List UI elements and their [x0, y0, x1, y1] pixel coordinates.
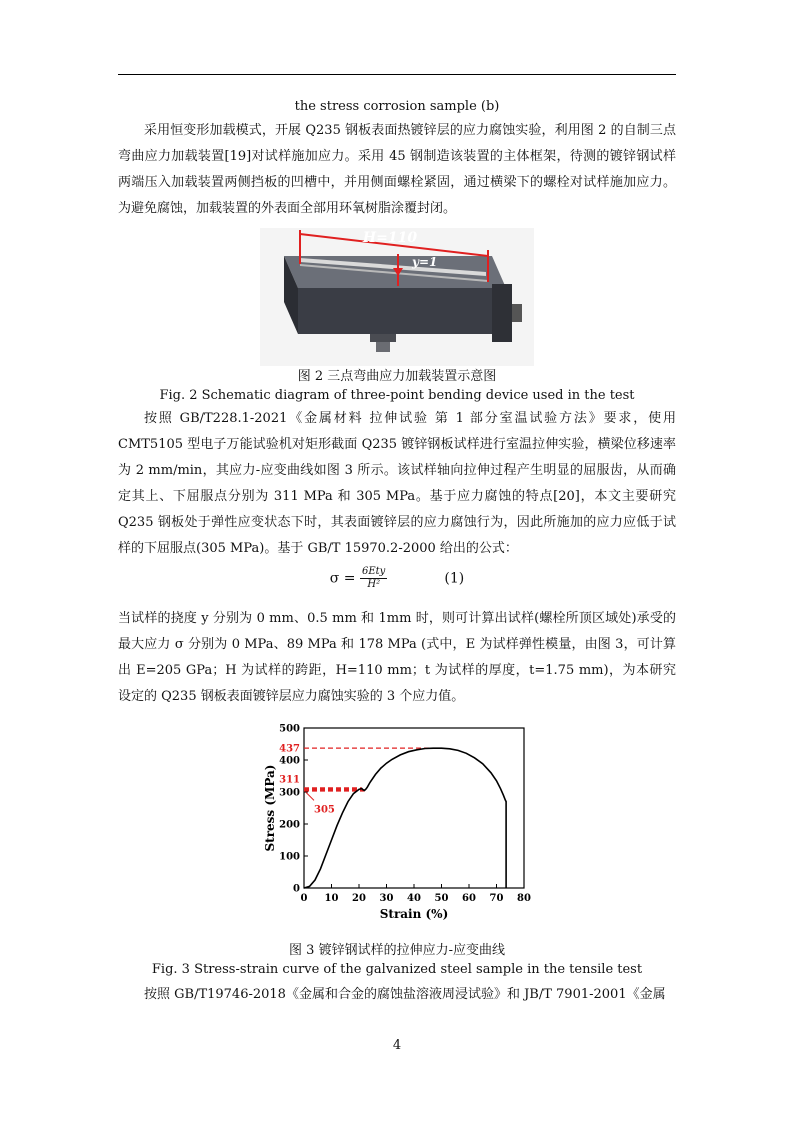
- h-dimension-label: H=110: [362, 230, 418, 246]
- stress-strain-curve: [304, 748, 506, 888]
- figure3-caption-cn: 图 3 镀锌钢试样的拉伸应力-应变曲线: [289, 943, 505, 958]
- figure3-caption-en: Fig. 3 Stress-strain curve of the galvanized steel sample in the tensile test: [151, 962, 643, 977]
- intro-line: the stress corrosion sample (b): [294, 99, 500, 114]
- figure2-caption-en: Fig. 2 Schematic diagram of three-point bending device used in the test: [159, 388, 635, 403]
- formula-numerator: 6Etу: [361, 566, 386, 577]
- formula-number: (1): [444, 570, 465, 587]
- y-tick-label: 100: [279, 851, 300, 863]
- bottom-bolt-head: [370, 334, 396, 342]
- annotation-pointer-305: [306, 792, 314, 800]
- y-tick-label: 400: [279, 755, 300, 767]
- figure2-caption-cn: 图 2 三点弯曲应力加载装置示意图: [297, 369, 497, 384]
- paragraph-1-text: 采用恒变形加载模式，开展 Q235 钢板表面热镀锌层的应力腐蚀实验，利用图 2 的自制三点弯曲应力加载装置[19]对试样施加应力。采用 45 钢制造该装置的主体框架，待测的镀锌钢试样两端压入加载装置两侧挡板的凹槽中，并用侧面螺栓紧固，通过横梁下的螺栓对试样施加应力。为避免腐蚀，加载装置的外表面全部用环氧树脂涂覆封闭。: [118, 123, 676, 216]
- paragraph-2: [118, 406, 676, 562]
- header-rule: [118, 74, 676, 75]
- x-tick-label: 80: [517, 893, 531, 904]
- formula-denominator: H²: [367, 579, 381, 590]
- annotation-label-311: 311: [279, 774, 300, 786]
- x-tick-label: 70: [489, 893, 504, 904]
- y-tick-label: 200: [279, 819, 300, 831]
- x-tick-label: 40: [407, 893, 421, 904]
- y-tick-label: 300: [279, 787, 300, 799]
- formula-lhs: σ =: [329, 570, 356, 587]
- frame-front-face: [298, 288, 506, 334]
- y-tick-label: 0: [293, 883, 300, 895]
- paragraph-4: [118, 982, 676, 1008]
- paragraph-3: [118, 606, 676, 710]
- page-number: 4: [392, 1038, 402, 1053]
- x-tick-label: 20: [352, 893, 366, 904]
- x-tick-label: 30: [379, 893, 394, 904]
- x-tick-label: 10: [324, 893, 339, 904]
- x-tick-label: 0: [300, 893, 308, 904]
- x-axis-label: Strain (%): [379, 907, 449, 921]
- formula-fraction: [360, 566, 387, 591]
- x-tick-label: 50: [434, 893, 449, 904]
- y-axis-label: Stress (MPa): [263, 764, 277, 852]
- side-bolt: [512, 304, 522, 322]
- y-deflection-label: y=1: [412, 255, 438, 269]
- paragraph-1: [118, 118, 676, 222]
- annotation-label-305: 305: [314, 804, 335, 816]
- paragraph-4-text: 按照 GB/T19746-2018《金属和合金的腐蚀盐溶液周浸试验》和 JB/T 7901-2001《金属: [144, 987, 666, 1002]
- y-tick-label: 500: [279, 723, 300, 735]
- three-point-bending-device-figure: [260, 228, 534, 366]
- x-tick-label: 60: [462, 893, 476, 904]
- stress-strain-chart: [258, 716, 548, 938]
- bottom-bolt-stem: [376, 342, 390, 352]
- paragraph-3-text: 当试样的挠度 y 分别为 0 mm、0.5 mm 和 1mm 时，则可计算出试样(螺栓所顶区域处)承受的最大应力 σ 分别为 0 MPa、89 MPa 和 178 MPa (式中，E 为试样弹性模量，由图 3，可计算出 E=205 GPa；H 为试样的跨距，H=110 mm；t 为试样的厚度，t=1.75 mm)，为本研究设定的 Q235 钢板表面镀锌层应力腐蚀实验的 3 个应力值。: [118, 611, 676, 704]
- annotation-label-437: 437: [279, 743, 300, 755]
- end-block: [492, 284, 512, 342]
- paragraph-2-text: 按照 GB/T228.1-2021《金属材料 拉伸试验 第 1 部分室温试验方法》要求，使用 CMT5105 型电子万能试验机对矩形截面 Q235 镀锌钢板试样进行室温拉伸实验，横梁位移速率为 2 mm/min，其应力-应变曲线如图 3 所示。该试样轴向拉伸过程产生明显的屈服齿，从而确定其上、下屈服点分别为 311 MPa 和 305 MPa。基于应力腐蚀的特点[20]，本文主要研究 Q235 钢板处于弹性应变状态下时，其表面镀锌层的应力腐蚀行为，因此所施加的应力应低于试样的下屈服点(305 MPa)。基于 GB/T 15970.2-2000 给出的公式：: [118, 411, 676, 556]
- formula-1: [0, 566, 794, 591]
- plot-frame: [304, 728, 524, 888]
